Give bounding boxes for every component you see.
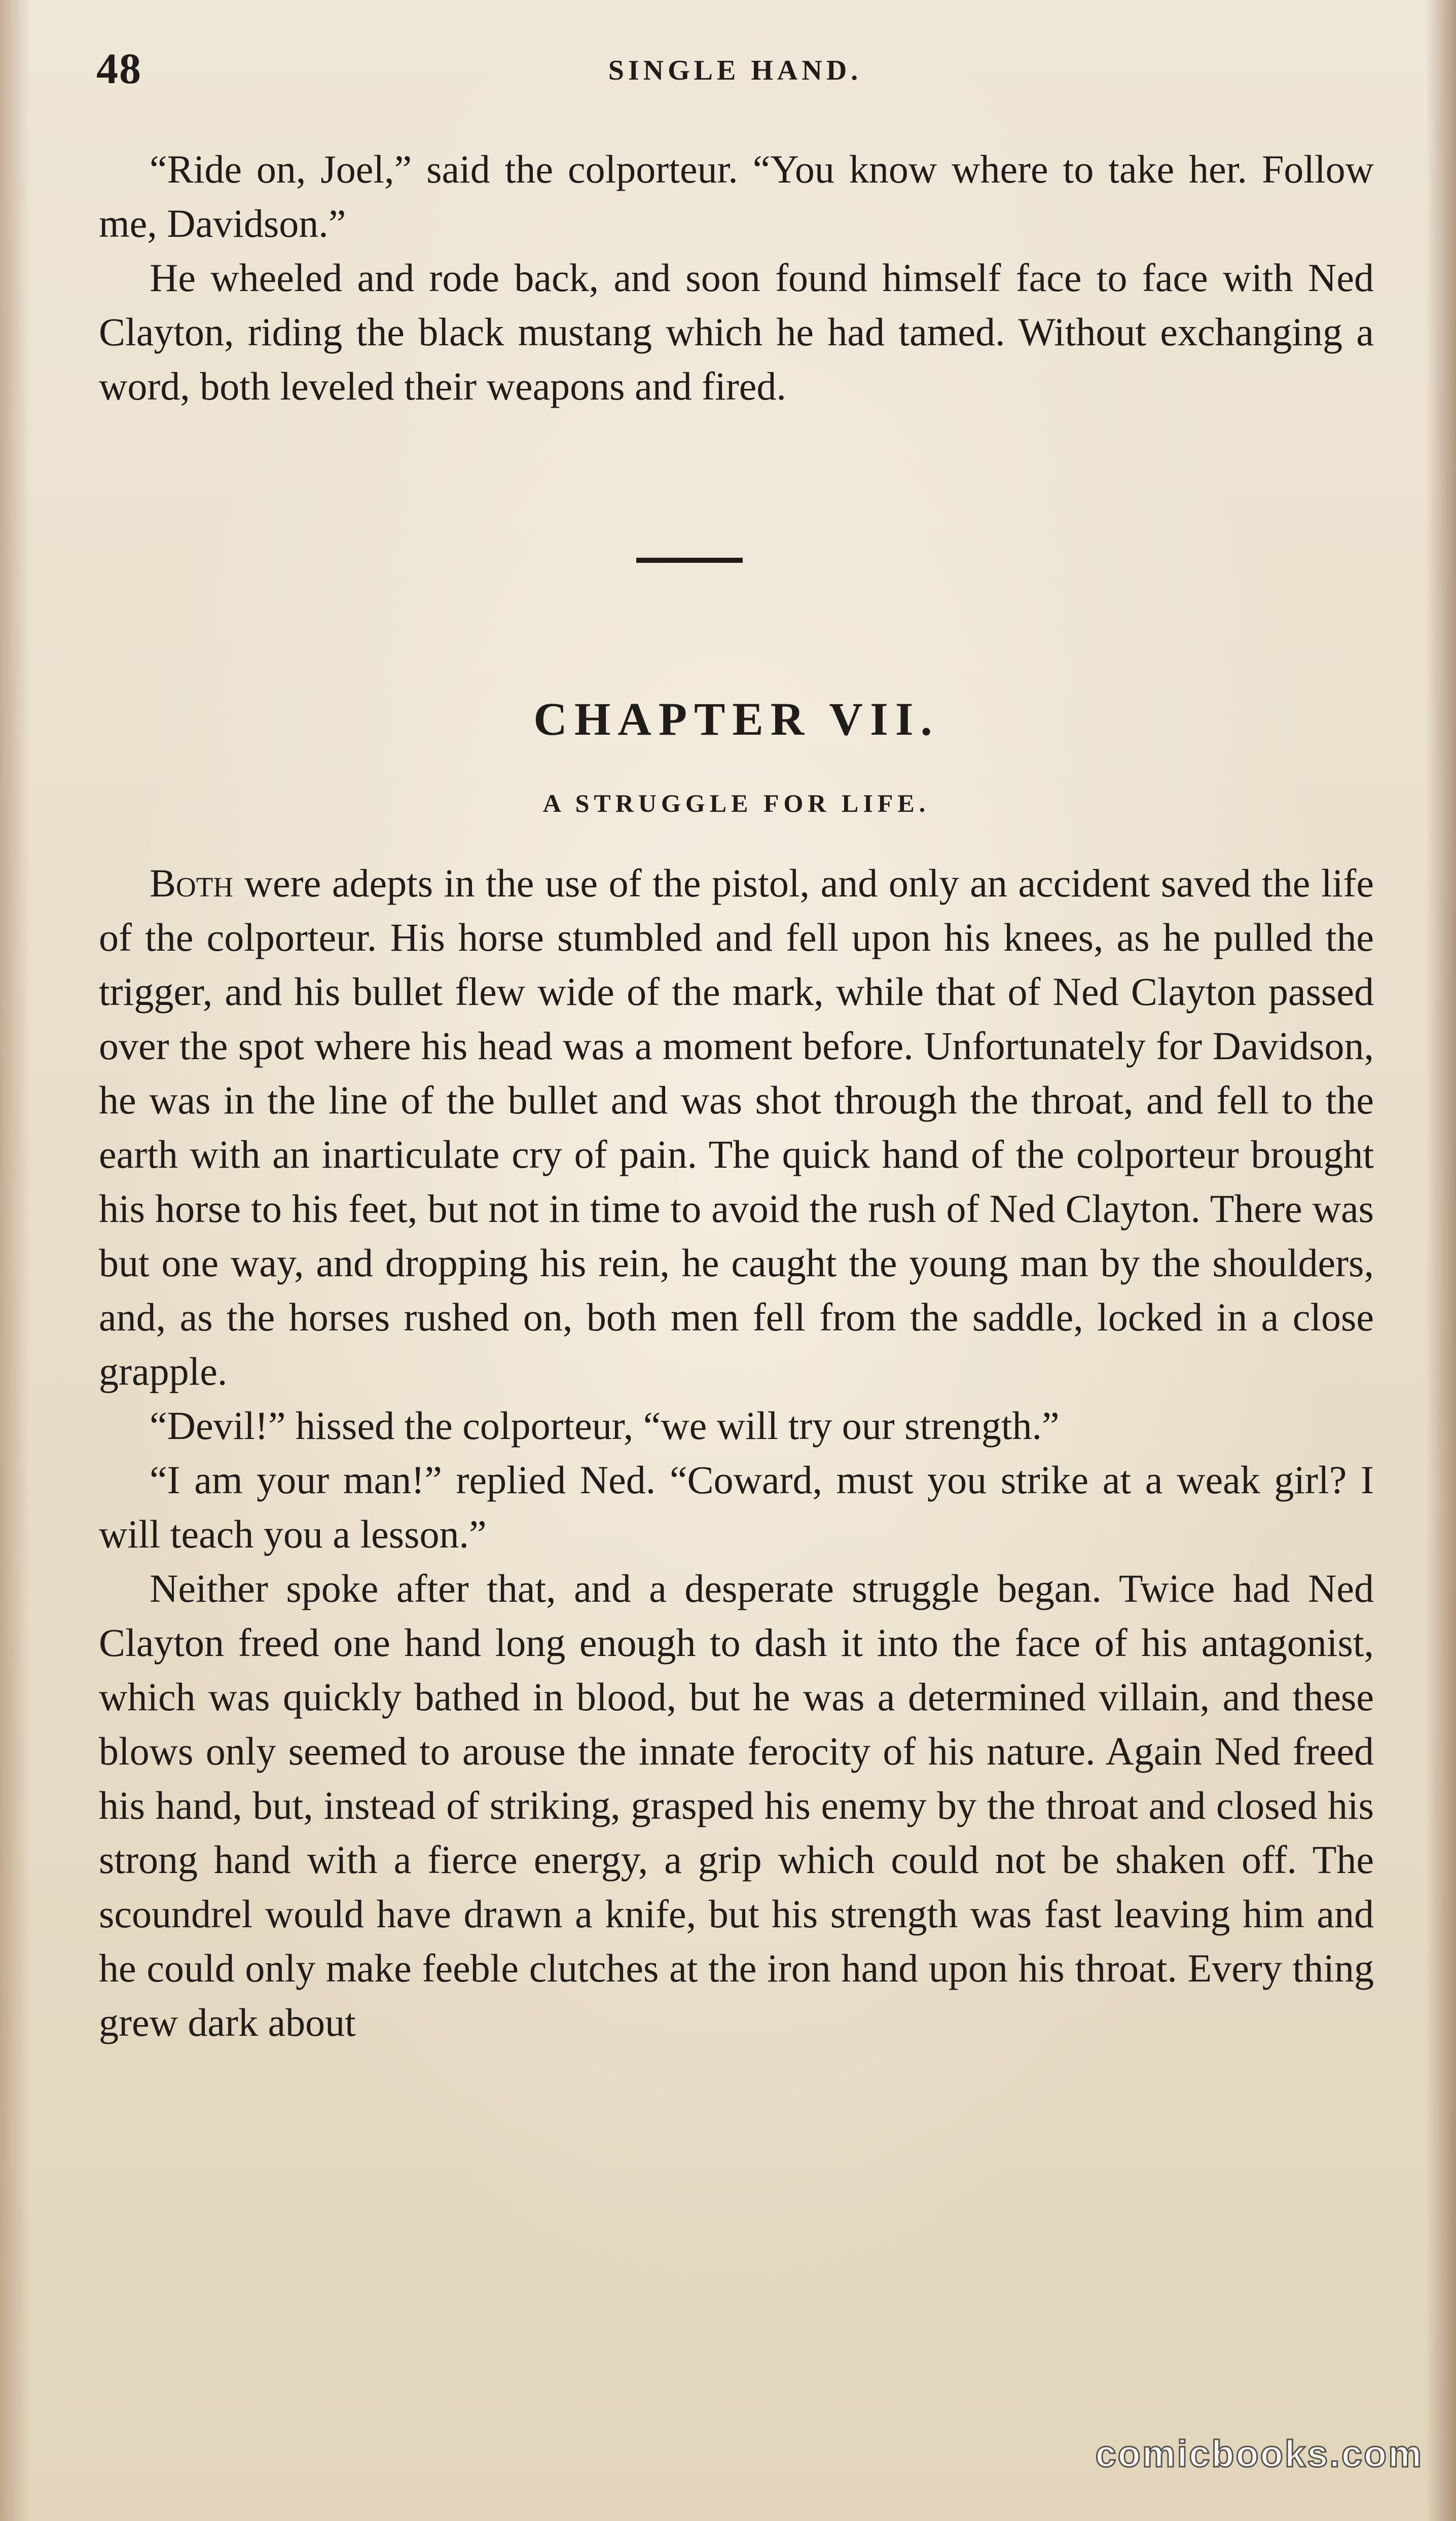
opening-paragraph-text: were adepts in the use of the pistol, and only an accident saved the life of the colporteur. His horse stumbled and fell upon his knees, as he pulled the trigger, and his bullet flew wide of the mark, while that of Ned Clayton passed over the spot where his head was a moment before. Unfortunately for Davidson, he was in the line of the bullet and was shot through the throat, and fell to the earth with an inarticulate cry of pain. The quick hand of the colporteur brought his horse to his feet, but not in time to avoid the rush of Ned Clayton. There was but one way, and dropping his rein, he caught the young man by the shoulders, and, as the horses rushed on, both men fell from the saddle, locked in a close grapple.	[99, 861, 1374, 1393]
opening-word: Both	[150, 861, 234, 905]
section-one-text	[99, 142, 1374, 413]
paragraph-opening	[99, 856, 1374, 1398]
page-edge-shadow-right	[1426, 0, 1456, 2521]
paragraph: “I am your man!” replied Ned. “Coward, must you strike at a weak girl? I will teach you a lesson.”	[99, 1458, 1374, 1556]
watermark: comicbooks.com	[1095, 2433, 1423, 2475]
paragraph: Neither spoke after that, and a desperate struggle began. Twice had Ned Clayton freed one hand long enough to dash it into the face of his antagonist, which was quickly bathed in blood, but he was a determined villain, and these blows only seemed to arouse the innate ferocity of his nature. Again Ned freed his hand, but, instead of striking, grasped his enemy by the throat and closed his strong hand with a fierce energy, a grip which could not be shaken off. The scoundrel would have drawn a knife, but his strength was fast leaving him and he could only make feeble clutches at the iron hand upon his throat. Every thing grew dark about	[99, 1566, 1374, 2044]
chapter-subtitle: A STRUGGLE FOR LIFE.	[542, 789, 930, 817]
paragraph: He wheeled and rode back, and soon found himself face to face with Ned Clayton, riding the black mustang which he had tamed. Without exchanging a word, both leveled their weapons and fired.	[99, 256, 1374, 408]
chapter-title: CHAPTER VII.	[533, 693, 939, 745]
paragraph: “Devil!” hissed the colporteur, “we will try our strength.”	[150, 1403, 1060, 1448]
page-edge-shadow-left	[0, 0, 30, 2521]
section-divider-rule	[636, 558, 743, 563]
page-header	[96, 43, 1374, 104]
page-number: 48	[96, 44, 142, 93]
running-head: SINGLE HAND.	[608, 55, 862, 86]
section-two-text	[99, 856, 1374, 2049]
paragraph: “Ride on, Joel,” said the colporteur. “You know where to take her. Follow me, Davidson.”	[99, 147, 1374, 245]
